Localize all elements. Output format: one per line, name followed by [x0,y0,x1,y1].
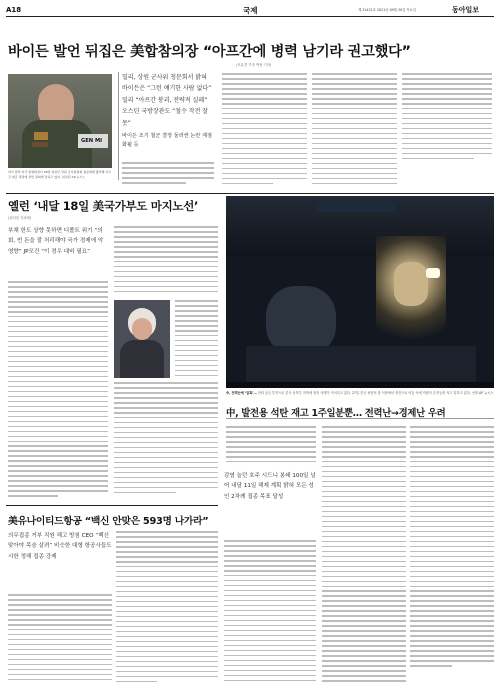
story1-body-col2 [222,73,307,189]
page-number: A18 [6,6,22,14]
photo2-caption-wrap [226,391,494,403]
story3-body [226,426,316,468]
pullquote-rule [118,72,119,180]
story3-headline: 中, 발전용 석탄 재고 1주일분뿐… 전력난→경제난 우려 [226,408,446,419]
story2-body-col2c [114,382,218,500]
issue-line: 제 31431호 2021년 09월 30일 목요일 [358,8,416,12]
story1-dek: 바이든 조기 철군 결정 둘러싼 논란 재점화될 듯 [122,133,213,148]
blackout-photo [226,196,494,388]
story5-dek: 감염 늘던 호주 시드니 봉쇄 100일 넘어 내달 11일 해제 계획 밝혀 모든 성인 2차례 접종 목표 달성 [224,473,316,500]
header-rule [6,16,494,17]
story1-photo [8,74,112,168]
story5-body-col3 [410,426,494,686]
story2-body-col1 [8,281,108,501]
story1-pullquote: 밀리, 상원 군사위 청문회서 밝혀 바이든은 “그런 얘기한 사람 없다” 밀리 “아프간 붕괴, 전략적 실패” 오스틴 국방장관도 “철수 작전 잘못” [122,74,212,127]
story1-headline: 바이든 발언 뒤집은 美합참의장 “아프간에 병력 남기라 권고했다” [8,44,411,60]
story4-body-col2 [116,531,218,686]
story4-body-col1 [8,594,112,686]
photo2-caption-label: 中, 전력난에 ‘암흑’… [226,391,257,395]
story2-byline: (워싱턴 특파원) [8,216,32,220]
story3-rule [226,418,494,419]
story4-headline: 美유나이티드항공 “백신 안맞은 593명 나가라” [8,516,209,527]
story1-body-col3 [312,73,397,189]
story1-body-col1 [122,162,214,188]
story2-body-col2a [114,226,218,296]
paper-name: 동아일보 [452,6,480,14]
story4-pullquote: 의무접종 거부 직원 해고 방침 CEO “백신 맞아야 목숨 살려” 비슷한 대형 항공사들도 시한 정해 접종 강제 [8,533,112,560]
story5-body-col1 [224,540,316,686]
story2-headline: 옐런 ‘내달 18일 美국가부도 마지노선’ [8,199,199,213]
section-divider-2 [6,505,218,506]
story1-byline: (조유경 기자 박용 기자) [236,63,272,67]
story5-body-col2 [322,426,406,686]
story1-body-col4 [402,73,492,189]
story2-body-col2b [175,300,218,378]
story2-photo [114,300,170,378]
section-name: 국제 [243,6,258,15]
story1-photo-caption: 마크 밀리 미국 합참의장이 28일 워싱턴 상원 군사위원회 청문회에 출석해 아프간 철군 과정에 관한 질의에 답하고 있다. 워싱턴 AP 뉴시스 [8,170,112,179]
photo2-caption: 전력 공급 부족으로 중국 동북부 지역에 정전 사태가 이어지고 있다. 27일 중국 선양의 한 식당에서 정전으로 어둠 속에 직원이 손전등을 켜고 일하고 있다. 선양 AP 뉴시스 [257,391,494,395]
story2-pullquote: 부채 한도 상향 못하면 디폴트 위기 “의회, 빈 돈을 잘 처리해야 국가 경제에 악영향” JP모건 “이 경우 대비 필요” [8,228,104,255]
nameplate-text: GEN MI [81,138,103,144]
section-divider-1 [6,193,494,194]
